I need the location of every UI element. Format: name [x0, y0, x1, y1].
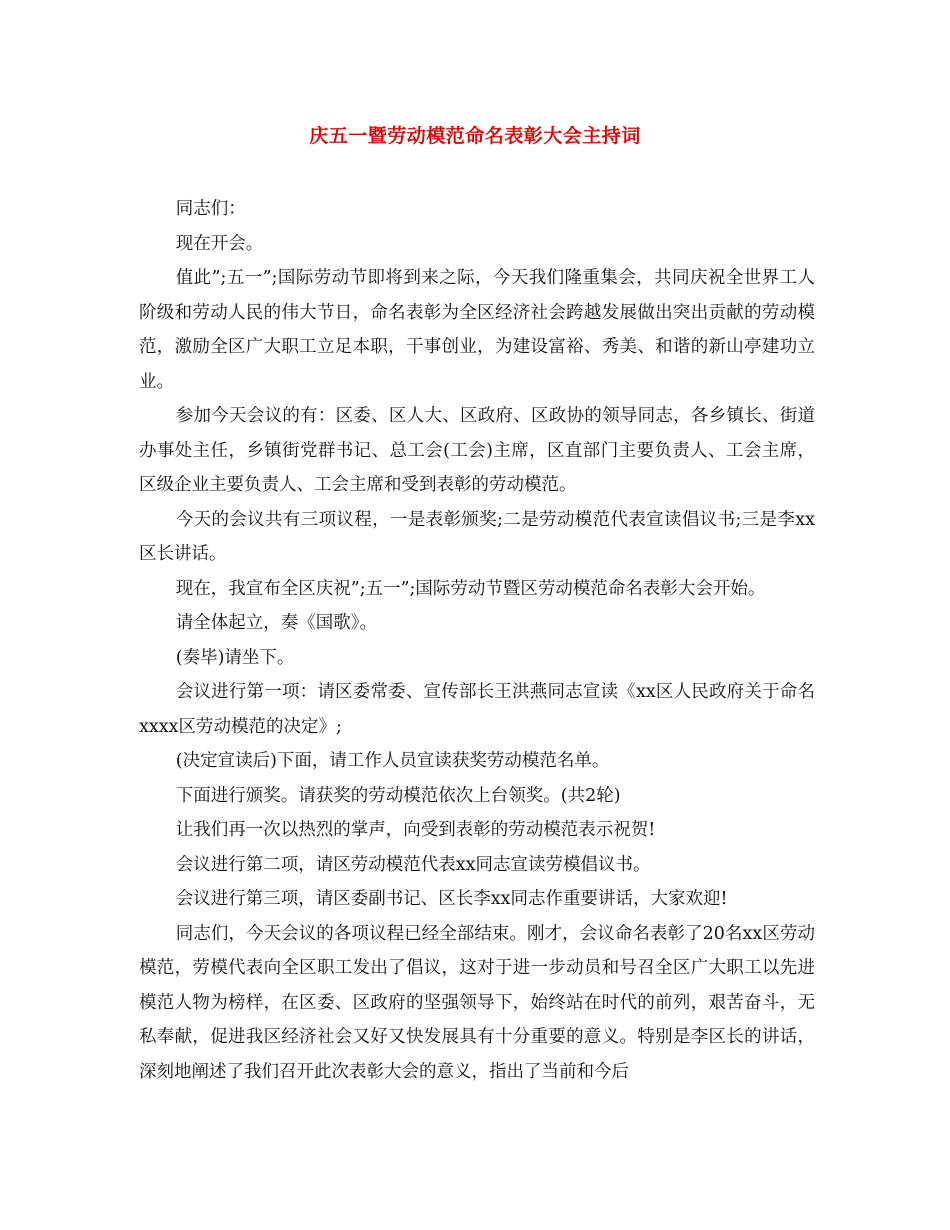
paragraph: 现在开会。: [175, 233, 264, 254]
paragraph: 会议进行第一项：请区委常委、宣传部长王洪燕同志宣读《xx区人民政府关于命名xxxx区劳动模范的决定》;: [139, 682, 815, 737]
paragraph: (奏毕)请坐下。: [175, 647, 295, 668]
paragraph: 现在，我宣布全区庆祝”;五一”;国际劳动节暨区劳动模范命名表彰大会开始。: [175, 578, 766, 599]
paragraph: 请全体起立，奏《国歌》。: [175, 613, 377, 633]
paragraph: (决定宣读后)下面，请工作人员宣读获奖劳动模范名单。: [175, 751, 610, 771]
paragraph: 让我们再一次以热烈的掌声，向受到表彰的劳动模范表示祝贺!: [175, 820, 656, 840]
paragraph: 今天的会议共有三项议程，一是表彰颁奖;二是劳动模范代表宣读倡议书;三是李xx区长讲话。: [139, 509, 815, 564]
paragraph: 下面进行颁奖。请获奖的劳动模范依次上台领奖。(共2轮): [175, 785, 621, 806]
paragraph: 会议进行第二项，请区劳动模范代表xx同志宣读劳模倡议书。: [175, 854, 651, 875]
paragraph: 同志们：: [175, 199, 246, 219]
document-body: [139, 192, 815, 1089]
paragraph: 会议进行第三项，请区委副书记、区长李xx同志作重要讲话，大家欢迎!: [175, 889, 728, 909]
document-title: 庆五一暨劳动模范命名表彰大会主持词: [309, 125, 641, 147]
paragraph: 同志们，今天会议的各项议程已经全部结束。刚才，会议命名表彰了20名xx区劳动模范，劳模代表向全区职工发出了倡议，这对于进一步动员和号召全区广大职工以先进模范人物为榜样，在区委、区政府的坚强领导下，始终站在时代的前列，艰苦奋斗，无私奉献，促进我区经济社会又好又快发展具有十分重要的意义。特别是李区长的讲话，深刻地阐述了我们召开此次表彰大会的意义，指出了当前和今后: [139, 923, 815, 1082]
paragraph: 参加今天会议的有：区委、区人大、区政府、区政协的领导同志，各乡镇长、街道办事处主任，乡镇街党群书记、总工会(工会)主席，区直部门主要负责人、工会主席，区级企业主要负责人、工会主席和受到表彰的劳动模范。: [139, 406, 815, 495]
paragraph: 值此”;五一”;国际劳动节即将到来之际，今天我们隆重集会，共同庆祝全世界工人阶级和劳动人民的伟大节日，命名表彰为全区经济社会跨越发展做出突出贡献的劳动模范，激励全区广大职工立足本职，干事创业，为建设富裕、秀美、和谐的新山亭建功立业。: [139, 268, 815, 392]
